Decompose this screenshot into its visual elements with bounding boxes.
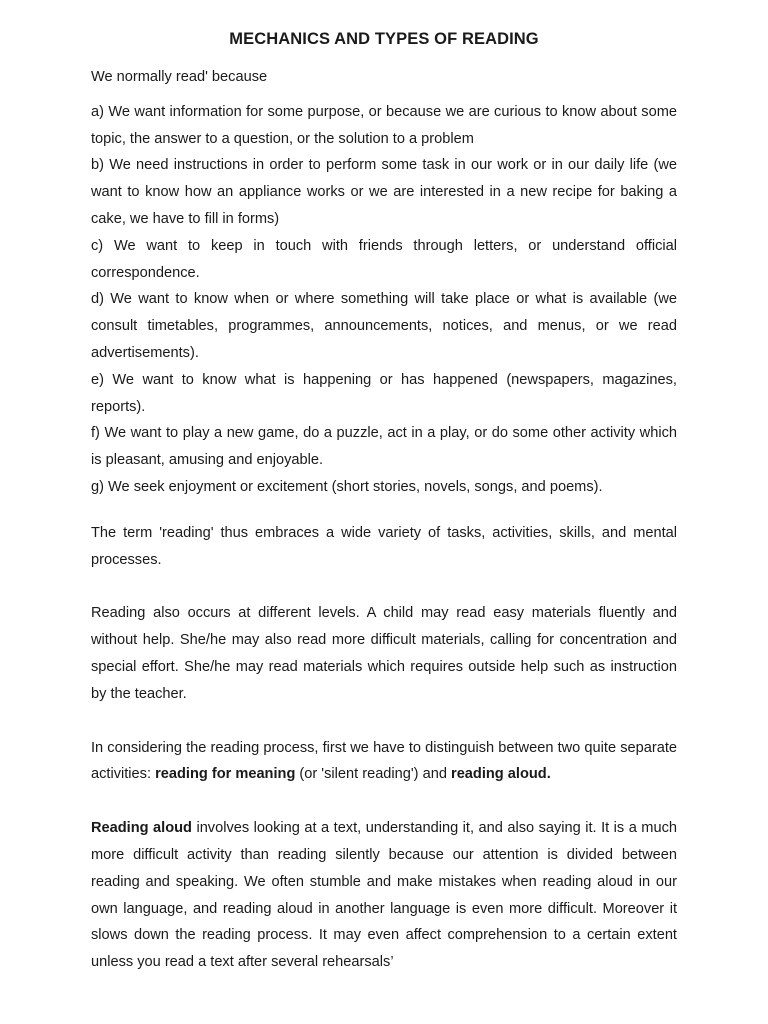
reason-item-f: f) We want to play a new game, do a puzzle, act in a play, or do some other activity which is pleasant, amusing and enjoyable.	[91, 425, 677, 469]
reason-item-e: e) We want to know what is happening or has happened (newspapers, magazines, reports).	[91, 371, 677, 415]
reason-item-a: a) We want information for some purpose, or because we are curious to know about some topic, the answer to a question, or the solution to a problem	[91, 103, 677, 147]
process-paragraph	[91, 735, 677, 789]
process-bold-reading-aloud: reading aloud.	[451, 766, 551, 783]
process-text-1: In considering the reading process, first we have to distinguish between two quite separate activities:	[91, 739, 677, 783]
reason-item-g: g) We seek enjoyment or excitement (short stories, novels, songs, and poems).	[91, 478, 603, 495]
aloud-text: involves looking at a text, understanding it, and also saying it. It is a much more difficult activity than reading silently because our attention is divided between reading and speaking. We often stumble and make mistakes when reading aloud in our own language, and reading aloud in another language is even more difficult. Moreover it slows down the reading process. It may even affect comprehension to a certain extent unless you read a text after several rehearsals’	[91, 820, 677, 971]
aloud-bold-term: Reading aloud	[91, 820, 192, 837]
term-paragraph: The term 'reading' thus embraces a wide variety of tasks, activities, skills, and mental processes.	[91, 524, 677, 568]
reasons-list	[91, 99, 677, 501]
reason-item-c: c) We want to keep in touch with friends through letters, or understand official correspondence.	[91, 237, 677, 281]
intro-line: We normally read' because	[91, 69, 268, 85]
document-title: MECHANICS AND TYPES OF READING	[229, 30, 539, 48]
reason-item-b: b) We need instructions in order to perform some task in our work or in our daily life (we want to know how an appliance works or we are interested in a new recipe for baking a cake, we have to fill in forms)	[91, 157, 677, 227]
process-text-2: (or 'silent reading') and	[295, 766, 452, 783]
aloud-paragraph	[91, 815, 677, 976]
reason-item-d: d) We want to know when or where something will take place or what is available (we consult timetables, programmes, announcements, notices, and menus, or we read advertisements).	[91, 291, 677, 361]
document-page	[91, 28, 677, 976]
process-bold-reading-for-meaning: reading for meaning	[155, 766, 296, 783]
levels-paragraph: Reading also occurs at different levels. A child may read easy materials fluently and without help. She/he may also read more difficult materials, calling for concentration and special effort. She/he may read materials which requires outside help such as instruction by the teacher.	[91, 605, 677, 702]
